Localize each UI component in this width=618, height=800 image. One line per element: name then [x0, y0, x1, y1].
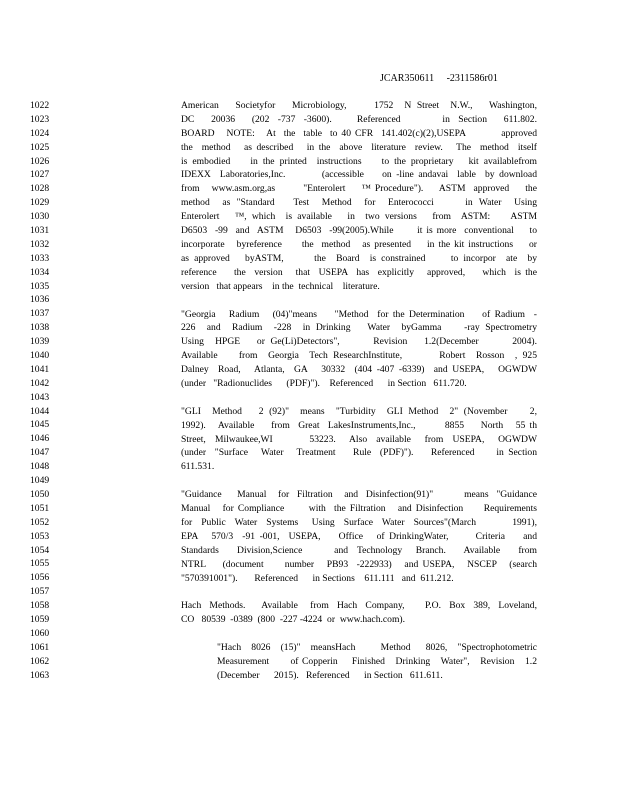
line-number: 1062: [30, 655, 50, 667]
text-line: Measurement of Copperin Finished Drinking Water", Revision 1.2: [217, 655, 537, 667]
line-number: 1034: [30, 266, 50, 278]
line-number: 1043: [30, 391, 50, 403]
text-line: Standards Division,Science and Technology Branch. Available from: [181, 544, 537, 556]
line-number: 1025: [30, 141, 50, 153]
line-number: 1037: [30, 308, 50, 320]
text-line: "GLI Method 2 (92)" means "Turbidity GLI Method 2" (November 2,: [181, 405, 537, 417]
line-number: 1056: [30, 572, 50, 584]
line-number: 1050: [30, 488, 50, 500]
text-line: CO 80539 -0389 (800 -227 -4224 or www.hach.com).: [181, 614, 405, 626]
text-line: DC 20036 (202 -737 -3600). Referenced in Section 611.802.: [181, 113, 537, 125]
line-number: 1059: [30, 613, 50, 625]
text-line: the method as described in the above literature review. The method itself: [181, 141, 537, 153]
line-number: 1049: [30, 475, 50, 487]
paragraph: [217, 641, 537, 683]
line-number: 1054: [30, 544, 50, 556]
text-line: Hach Methods. Available from Hach Company, P.O. Box 389, Loveland,: [181, 600, 537, 612]
line-number: 1039: [30, 336, 50, 348]
paragraph: [181, 599, 537, 627]
line-number: 1028: [30, 183, 50, 195]
paragraph: [181, 308, 537, 391]
text-line: 611.531.: [181, 461, 215, 473]
text-line: version that appears in the technical literature.: [181, 280, 380, 292]
text-line: "Georgia Radium (04)"means "Method for the Determination of Radium -: [181, 308, 537, 320]
paragraph: [181, 488, 537, 585]
line-number: 1044: [30, 405, 50, 417]
line-number: 1058: [30, 600, 50, 612]
text-line: NTRL (document number PB93 -222933) and USEPA, NSCEP (search: [181, 558, 537, 570]
line-number: 1060: [30, 627, 50, 639]
line-number: 1052: [30, 516, 50, 528]
text-line: reference the version that USEPA has explicitly approved, which is the: [181, 266, 537, 278]
line-number: 1040: [30, 350, 50, 362]
text-line: incorporate byreference the method as presented in the kit instructions or: [181, 238, 537, 250]
text-line: "Hach 8026 (15)" meansHach Method 8026, "Spectrophotometric: [217, 642, 537, 654]
text-line: "Guidance Manual for Filtration and Disinfection(91)" means "Guidance: [181, 489, 537, 501]
text-line: from www.asm.org,as "Enterolert ™ Procedure"). ASTM approved the: [181, 183, 537, 195]
text-line: 1992). Available from Great LakesInstruments,Inc., 8855 North 55 th: [181, 419, 537, 431]
line-number-column: [30, 99, 70, 682]
line-number: 1046: [30, 433, 50, 445]
line-number: 1042: [30, 377, 50, 389]
paragraph: [181, 405, 537, 474]
line-number: 1048: [30, 461, 50, 473]
text-line: Enterolert ™, which is available in two versions from ASTM: ASTM: [181, 211, 537, 223]
text-line: "570391001"). Referenced in Sections 611.111 and 611.212.: [181, 572, 454, 584]
line-number: 1057: [30, 586, 50, 598]
line-number: 1027: [30, 169, 50, 181]
text-line: (December 2015). Referenced in Section 611.611.: [217, 669, 443, 681]
text-line: is embodied in the printed instructions to the proprietary kit availablefrom: [181, 155, 537, 167]
text-line: 226 and Radium -228 in Drinking Water byGamma -ray Spectrometry: [181, 322, 537, 334]
line-number: 1061: [30, 641, 50, 653]
text-line: EPA 570/3 -91 -001, USEPA, Office of DrinkingWater, Criteria and: [181, 530, 537, 542]
text-line: Using HPGE or Ge(Li)Detectors", Revision 1.2(December 2004).: [181, 336, 537, 348]
line-number: 1030: [30, 211, 50, 223]
line-number: 1035: [30, 280, 50, 292]
line-number: 1038: [30, 322, 50, 334]
text-line: as approved byASTM, the Board is constrained to incorpor ate by: [181, 252, 537, 264]
text-line: method as "Standard Test Method for Enterococci in Water Using: [181, 197, 537, 209]
line-number: 1051: [30, 502, 50, 514]
line-number: 1036: [30, 294, 50, 306]
line-number: 1031: [30, 225, 50, 237]
line-number: 1041: [30, 363, 50, 375]
text-line: (under "Radionuclides (PDF)"). Referenced in Section 611.720.: [181, 377, 467, 389]
text-line: BOARD NOTE: At the table to 40 CFR 141.402(c)(2),USEPA approved: [181, 127, 537, 139]
text-line: Manual for Compliance with the Filtration and Disinfection Requirements: [181, 503, 537, 515]
line-number: 1024: [30, 127, 50, 139]
line-number: 1053: [30, 530, 50, 542]
line-number: 1032: [30, 238, 50, 250]
line-number: 1063: [30, 669, 50, 681]
text-line: Available from Georgia Tech ResearchInstitute, Robert Rosson , 925: [181, 350, 537, 362]
text-line: D6503 -99 and ASTM D6503 -99(2005).While it is more conventional to: [181, 225, 537, 237]
paragraph: [181, 99, 537, 293]
line-number: 1047: [30, 447, 50, 459]
text-line: IDEXX Laboratories,Inc. (accessible on -line andavai lable by download: [181, 169, 537, 181]
line-number: 1055: [30, 558, 50, 570]
line-number: 1026: [30, 155, 50, 167]
text-line: American Societyfor Microbiology, 1752 N Street N.W., Washington,: [181, 100, 537, 111]
line-number: 1033: [30, 252, 50, 264]
line-number: 1029: [30, 197, 50, 209]
text-line: (under "Surface Water Treatment Rule (PDF)"). Referenced in Section: [181, 447, 537, 459]
text-line: Dalney Road, Atlanta, GA 30332 (404 -407 -6339) and USEPA, OGWDW: [181, 364, 537, 376]
line-number: 1023: [30, 113, 50, 125]
text-line: for Public Water Systems Using Surface Water Sources"(March 1991),: [181, 516, 537, 528]
line-number: 1045: [30, 419, 50, 431]
document-header-id: JCAR350611 -2311586r01: [380, 73, 498, 84]
line-number: 1022: [30, 100, 50, 111]
text-line: Street, Milwaukee,WI 53223. Also available from USEPA, OGWDW: [181, 433, 537, 445]
